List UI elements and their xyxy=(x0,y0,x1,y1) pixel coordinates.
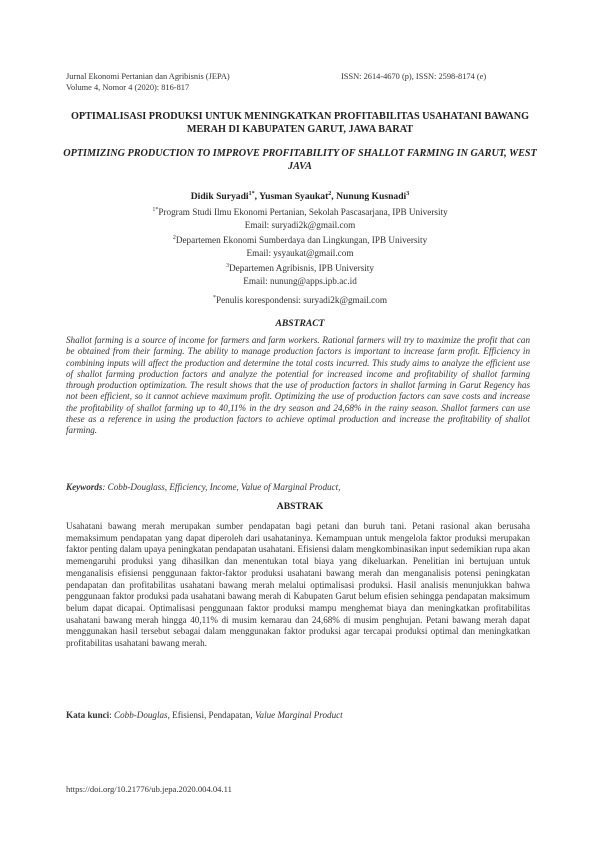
author-separator: , xyxy=(254,191,260,203)
kata-kunci-italic: Cobb-Douglas xyxy=(114,710,168,720)
affiliation-text: Departemen Agribisnis, IPB University xyxy=(229,262,374,273)
author-superscript: 2 xyxy=(328,191,332,197)
author-superscript: 3 xyxy=(406,191,410,197)
author-name: Yusman Syaukat xyxy=(259,191,329,203)
author-superscript: 1* xyxy=(248,191,255,197)
affiliation-superscript: 1* xyxy=(152,207,159,213)
keywords-line xyxy=(66,482,530,492)
affiliation-email: Email: nunung@apps.ipb.ac.id xyxy=(243,275,357,286)
doi-link[interactable]: https://doi.org/10.21776/ub.jepa.2020.004.04.11 xyxy=(66,784,232,794)
abstract-heading: ABSTRACT xyxy=(275,318,325,329)
corresponding-author xyxy=(60,292,540,306)
affiliation-email: Email: suryadi2k@gmail.com xyxy=(244,219,356,230)
author-name: Nunung Kusnadi xyxy=(336,191,407,203)
journal-issn: ISSN: 2614-4670 (p), ISSN: 2598-8174 (e) xyxy=(341,72,487,81)
kata-kunci-italic: Value Marginal Product xyxy=(254,710,343,720)
kata-kunci-plain: , Efisiensi, Pendapatan, xyxy=(167,710,255,720)
paper-title-indonesian: OPTIMALISASI PRODUKSI UNTUK MENINGKATKAN PROFITABILITAS USAHATANI BAWANG MERAH DI KABUPATEN GARUT, JAWA BARAT xyxy=(70,111,530,135)
abstrak-body: Usahatani bawang merah merupakan sumber pendapatan bagi petani dan buruh tani. Petani rasional akan berusaha memaksimum pendapatan yang dapat diperoleh dari usahataninya. Kemampuan untuk mengelola faktor produksi merupakan faktor penting dalam upaya peningkatan pendapatan usahatani. Efisiensi dalam mengkombinasikan input sedemikian rupa akan memengaruhi produksi yang dihasilkan dan menentukan total biaya yang dikeluarkan. Penelitian ini bertujuan untuk menganalisis efisiensi penggunaan faktor-faktor produksi usahatani bawang merah dan menganalisis potensi peningkatan pendapatan dan profitabilitas usahatani bawang merah melalui optimalisasi produksi. Hasil analisis menunjukkan bahwa penggunaan faktor produksi pada usahatani bawang merah di Kabupaten Garut belum efisien sehingga pendapatan maksimum belum dapat dicapai. Optimalisasi penggunaan faktor produksi mampu menghemat biaya dan meningkatkan profitabilitas usahatani bawang merah hingga 40,11% di musim kemarau dan 24,68% di musim penghujan. Petani bawang merah dapat menggunakan hasil tersebut sebagai dalam menggunakan faktor produksi agar tercapai produksi optimal dan meningkatkan profitabilitas usahatani bawang merah. xyxy=(66,521,530,649)
correspondence-text: Penulis korespondensi: suryadi2k@gmail.com xyxy=(215,295,387,306)
kata-kunci-label: Kata kunci xyxy=(66,710,110,720)
affiliation-line xyxy=(60,204,540,219)
abstract-body: Shallot farming is a source of income for farmers and farm workers. Rational farmers will try to maximize the profit that can be obtained from their farming. The ability to manage production factors is important to increase farm profit. Efficiency in combining inputs will affect the production and determine the total costs incurred. This study aims to analyze the efficient use of shallot farming production factors and analyze the potential for increased income and profitability of shallot farming through production optimization. The result shows that the use of production factors in shallot farming in Garut Regency has not been efficient, so it cannot achieve maximum profit. Optimizing the use of production factors can save costs and increase the profitability of shallot farming up to 40,11% in the dry season and 24,68% in the rainy season. Shallot farmers can use these as a reference in using the production factors to achieve optimal production and increase the profitability of shallot farming. xyxy=(66,335,530,435)
author-list xyxy=(60,188,540,203)
journal-name: Jurnal Ekonomi Pertanian dan Agribisnis (JEPA) xyxy=(66,72,230,81)
paper-title-english: OPTIMIZING PRODUCTION TO IMPROVE PROFITABILITY OF SHALLOT FARMING IN GARUT, WEST JAVA xyxy=(63,148,537,172)
journal-header xyxy=(66,71,230,93)
keywords-label: Keywords xyxy=(66,482,103,492)
keywords-text: : Cobb-Douglass, Efficiency, Income, Value of Marginal Product, xyxy=(102,482,341,492)
affiliation-text: Departemen Ekonomi Sumberdaya dan Lingkungan, IPB University xyxy=(175,234,428,245)
author-name: Didik Suryadi xyxy=(190,191,249,203)
affiliation-superscript: 3 xyxy=(226,262,230,269)
affiliation-text: Program Studi Ilmu Ekonomi Pertanian, Sekolah Pascasarjana, IPB University xyxy=(158,207,448,218)
affiliation-email: Email: ysyaukat@gmail.com xyxy=(246,247,354,258)
kata-kunci-line xyxy=(66,710,530,720)
correspondence-superscript: * xyxy=(212,295,216,301)
affiliation-superscript: 2 xyxy=(172,234,176,241)
affiliation-line xyxy=(60,260,540,275)
abstrak-heading: ABSTRAK xyxy=(276,501,324,512)
affiliation-line xyxy=(60,232,540,247)
kata-kunci-colon: : xyxy=(109,710,115,720)
affiliations xyxy=(60,204,540,288)
journal-volume: Volume 4, Nomor 4 (2020): 816-817 xyxy=(66,83,190,92)
author-separator: , xyxy=(331,191,337,203)
